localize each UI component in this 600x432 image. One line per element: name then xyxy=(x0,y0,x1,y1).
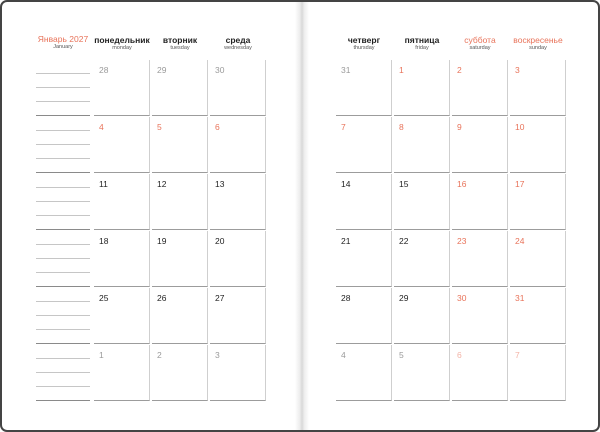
day-number: 3 xyxy=(215,350,220,360)
day-cell[interactable] xyxy=(336,117,392,173)
day-cell[interactable] xyxy=(336,231,392,287)
day-number: 7 xyxy=(341,122,346,132)
weekday-name-en: saturday xyxy=(469,45,491,51)
day-number: 22 xyxy=(399,236,409,246)
weekday-name: суббота xyxy=(464,35,496,45)
day-number: 6 xyxy=(457,350,462,360)
weekday-name-en: tuesday xyxy=(170,45,190,51)
day-cell[interactable] xyxy=(152,60,208,116)
note-line[interactable] xyxy=(36,158,90,159)
day-number: 6 xyxy=(215,122,220,132)
day-cell[interactable] xyxy=(210,288,266,344)
day-number: 1 xyxy=(99,350,104,360)
day-cell[interactable] xyxy=(510,174,566,230)
note-line[interactable] xyxy=(36,400,90,401)
day-cell[interactable] xyxy=(152,117,208,173)
note-line[interactable] xyxy=(36,272,90,273)
day-number: 28 xyxy=(99,65,109,75)
day-number: 14 xyxy=(341,179,351,189)
day-number: 23 xyxy=(457,236,467,246)
weekday-name: вторник xyxy=(162,35,198,45)
weekday-name: воскресенье xyxy=(513,35,563,45)
day-number: 21 xyxy=(341,236,351,246)
day-cell[interactable] xyxy=(452,288,508,344)
day-number: 2 xyxy=(457,65,462,75)
day-number: 1 xyxy=(399,65,404,75)
day-cell[interactable] xyxy=(152,231,208,287)
day-cell[interactable] xyxy=(94,174,150,230)
weekday-name: четверг xyxy=(347,35,381,45)
day-number: 29 xyxy=(157,65,167,75)
weekday-name-en: thursday xyxy=(353,45,375,51)
day-number: 4 xyxy=(99,122,104,132)
day-number: 31 xyxy=(341,65,351,75)
day-cell[interactable] xyxy=(394,174,450,230)
weekday-header-tuesday xyxy=(152,35,208,52)
day-cell[interactable] xyxy=(452,231,508,287)
note-line[interactable] xyxy=(36,215,90,216)
note-line[interactable] xyxy=(36,144,90,145)
day-cell[interactable] xyxy=(152,345,208,401)
day-number: 25 xyxy=(99,293,109,303)
weekday-name-en: monday xyxy=(112,45,132,51)
day-cell[interactable] xyxy=(94,60,150,116)
day-cell[interactable] xyxy=(394,60,450,116)
weekday-name-en: friday xyxy=(415,45,429,51)
note-line[interactable] xyxy=(36,130,90,131)
book-spine xyxy=(295,2,309,432)
day-cell[interactable] xyxy=(510,345,566,401)
note-line[interactable] xyxy=(36,229,90,230)
day-cell[interactable] xyxy=(452,174,508,230)
day-cell[interactable] xyxy=(94,231,150,287)
day-cell[interactable] xyxy=(94,117,150,173)
day-number: 15 xyxy=(399,179,409,189)
day-number: 16 xyxy=(457,179,467,189)
note-line[interactable] xyxy=(36,258,90,259)
day-cell[interactable] xyxy=(394,288,450,344)
day-cell[interactable] xyxy=(210,60,266,116)
month-title: Январь 2027 xyxy=(37,34,89,44)
day-cell[interactable] xyxy=(210,117,266,173)
note-line[interactable] xyxy=(36,315,90,316)
note-line[interactable] xyxy=(36,73,90,74)
day-number: 8 xyxy=(399,122,404,132)
day-number: 2 xyxy=(157,350,162,360)
day-number: 13 xyxy=(215,179,225,189)
note-line[interactable] xyxy=(36,201,90,202)
weekday-name-en: wednesday xyxy=(224,45,252,51)
day-number: 7 xyxy=(515,350,520,360)
weekday-header-saturday xyxy=(452,35,508,52)
day-number: 26 xyxy=(157,293,167,303)
day-number: 18 xyxy=(99,236,109,246)
day-cell[interactable] xyxy=(336,345,392,401)
day-number: 4 xyxy=(341,350,346,360)
day-number: 10 xyxy=(515,122,525,132)
day-number: 30 xyxy=(215,65,225,75)
day-cell[interactable] xyxy=(210,345,266,401)
note-line[interactable] xyxy=(36,343,90,344)
day-cell[interactable] xyxy=(336,60,392,116)
day-cell[interactable] xyxy=(510,288,566,344)
day-number: 28 xyxy=(341,293,351,303)
right-page xyxy=(309,2,600,432)
note-line[interactable] xyxy=(36,386,90,387)
weekday-name-en: sunday xyxy=(529,45,547,51)
note-line[interactable] xyxy=(36,101,90,102)
day-cell[interactable] xyxy=(94,288,150,344)
weekday-name: среда xyxy=(225,35,251,45)
day-number: 31 xyxy=(515,293,525,303)
month-header xyxy=(36,34,90,51)
day-number: 5 xyxy=(399,350,404,360)
note-line[interactable] xyxy=(36,115,90,116)
day-cell[interactable] xyxy=(152,288,208,344)
day-number: 30 xyxy=(457,293,467,303)
day-cell[interactable] xyxy=(510,231,566,287)
note-line[interactable] xyxy=(36,372,90,373)
note-line[interactable] xyxy=(36,87,90,88)
day-cell[interactable] xyxy=(94,345,150,401)
day-number: 19 xyxy=(157,236,167,246)
day-number: 9 xyxy=(457,122,462,132)
day-cell[interactable] xyxy=(336,174,392,230)
day-number: 17 xyxy=(515,179,525,189)
day-cell[interactable] xyxy=(452,345,508,401)
note-line[interactable] xyxy=(36,329,90,330)
day-cell[interactable] xyxy=(452,60,508,116)
day-number: 12 xyxy=(157,179,167,189)
day-cell[interactable] xyxy=(510,60,566,116)
day-number: 3 xyxy=(515,65,520,75)
weekday-name: понедельник xyxy=(94,35,150,45)
day-cell[interactable] xyxy=(394,231,450,287)
day-number: 24 xyxy=(515,236,525,246)
day-cell[interactable] xyxy=(336,288,392,344)
day-cell[interactable] xyxy=(210,231,266,287)
weekday-name: пятница xyxy=(404,35,440,45)
weekday-header-thursday xyxy=(336,35,392,52)
note-line[interactable] xyxy=(36,358,90,359)
note-line[interactable] xyxy=(36,286,90,287)
left-page xyxy=(2,2,295,432)
day-number: 27 xyxy=(215,293,225,303)
day-number: 29 xyxy=(399,293,409,303)
weekday-header-sunday xyxy=(510,35,566,52)
note-line[interactable] xyxy=(36,301,90,302)
weekday-header-monday xyxy=(94,35,150,52)
day-cell[interactable] xyxy=(210,174,266,230)
day-number: 20 xyxy=(215,236,225,246)
month-subtitle: January xyxy=(53,44,73,50)
day-cell[interactable] xyxy=(394,117,450,173)
day-number: 5 xyxy=(157,122,162,132)
day-cell[interactable] xyxy=(152,174,208,230)
day-cell[interactable] xyxy=(452,117,508,173)
day-number: 11 xyxy=(99,179,108,189)
note-line[interactable] xyxy=(36,172,90,173)
day-cell[interactable] xyxy=(510,117,566,173)
day-cell[interactable] xyxy=(394,345,450,401)
note-line[interactable] xyxy=(36,187,90,188)
weekday-header-friday xyxy=(394,35,450,52)
note-line[interactable] xyxy=(36,244,90,245)
weekday-header-wednesday xyxy=(210,35,266,52)
